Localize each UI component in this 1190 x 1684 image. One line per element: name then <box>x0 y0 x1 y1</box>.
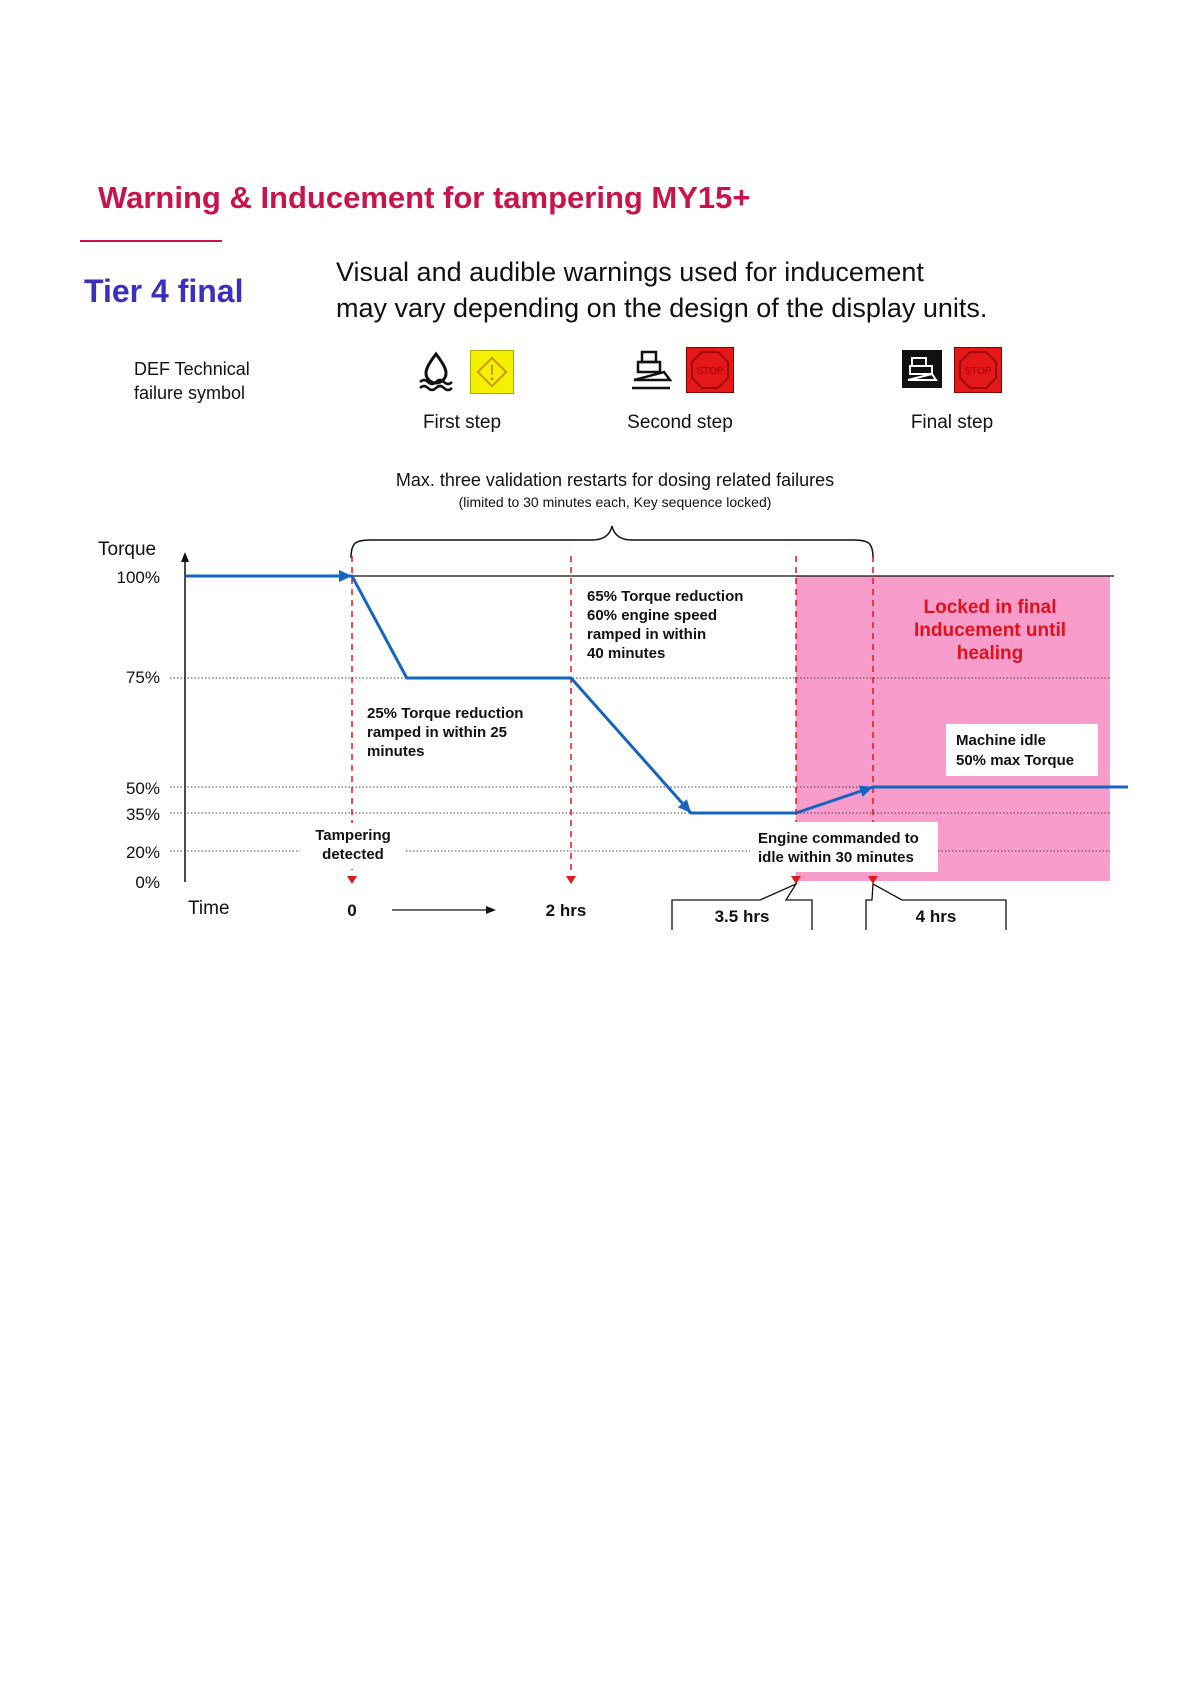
x-boxed-tick-label: 3.5 hrs <box>714 907 770 926</box>
time-arrow-head <box>486 906 496 914</box>
step1-note-line-1: 25% Torque reduction <box>367 705 524 722</box>
stop-text: STOP <box>696 366 724 377</box>
y-tick-label: 100% <box>116 568 160 587</box>
event-marker-arrows <box>347 876 878 884</box>
y-tick-label: 35% <box>125 805 160 824</box>
commanded-note-line-1: Engine commanded to <box>758 830 919 847</box>
def-label-line-1: DEF Technical <box>134 359 250 379</box>
subtitle-line-1: Visual and audible warnings used for inducement <box>336 257 924 287</box>
x-axis-label: Time <box>188 898 230 919</box>
step2-note-line-3: ramped in within <box>587 626 707 643</box>
validation-line-2: (limited to 30 minutes each, Key sequence locked) <box>458 494 772 510</box>
subtitle-line-2: may vary depending on the design of the display units. <box>336 293 988 323</box>
step2-note-line-2: 60% engine speed <box>587 607 718 624</box>
tampering-label-line-1: Tampering <box>315 827 391 844</box>
step2-note-line-1: 65% Torque reduction <box>587 588 744 605</box>
step2-note-line-4: 40 minutes <box>587 645 666 662</box>
commanded-note-line-2: idle within 30 minutes <box>758 849 914 866</box>
tampering-label-line-2: detected <box>322 846 384 863</box>
locked-label-line-2: Inducement until <box>914 620 1066 641</box>
x-tick-label: 2 hrs <box>545 901 587 920</box>
y-tick-label: 50% <box>125 779 160 798</box>
idle-note-line-1: Machine idle <box>956 732 1047 749</box>
y-tick-label: 20% <box>125 843 160 862</box>
step1-note-line-3: minutes <box>367 743 425 760</box>
x-tick-label: 0 <box>347 901 357 920</box>
locked-label-line-1: Locked in final <box>923 597 1057 618</box>
y-tick-label: 0% <box>135 873 160 892</box>
x-boxed-tick-label-2: 4 hrs <box>915 907 957 926</box>
y-tick-label: 75% <box>125 668 160 687</box>
stop-text-final: STOP <box>964 366 992 377</box>
torque-ramp-arrowhead <box>339 570 352 582</box>
validation-line-1: Max. three validation restarts for dosing related failures <box>395 470 835 490</box>
idle-note-line-2: 50% max Torque <box>956 752 1075 769</box>
y-axis-label: Torque <box>98 539 157 560</box>
page-title: Warning & Inducement for tampering MY15+ <box>98 180 751 215</box>
tier-label: Tier 4 final <box>84 273 244 309</box>
first-step-label: First step <box>422 412 502 433</box>
validation-brace <box>351 526 873 558</box>
def-label-line-2: failure symbol <box>134 383 246 403</box>
locked-label-line-3: healing <box>956 643 1024 664</box>
step1-note-line-2: ramped in within 25 <box>367 724 508 741</box>
final-step-label: Final step <box>910 412 994 433</box>
y-axis-arrow <box>181 552 189 562</box>
second-step-label: Second step <box>627 412 733 433</box>
